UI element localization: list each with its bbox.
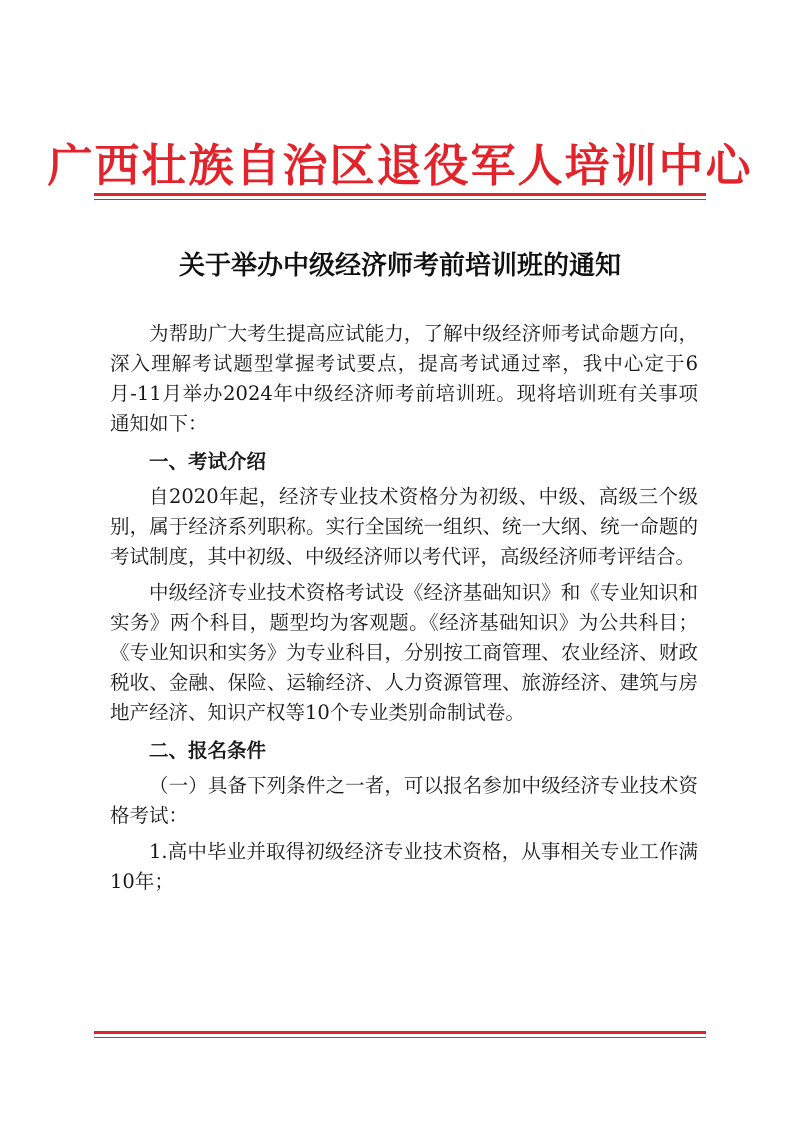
header-red-rule: [94, 193, 706, 200]
section1-paragraph-1: 自2020年起，经济专业技术资格分为初级、中级、高级三个级别，属于经济系列职称。实行全国统一组织、统一大纲、统一命题的考试制度，其中初级、中级经济师以考代评，高级经济师考评结合。: [110, 485, 698, 568]
document-title: 关于举办中级经济师考前培训班的通知: [178, 251, 621, 281]
footer-rule-thin-line: [94, 1037, 706, 1038]
header-rule-thick-line: [94, 193, 706, 196]
section2-item-1: 1.高中毕业并取得初级经济专业技术资格，从事相关专业工作满10年；: [110, 840, 698, 893]
header-rule-thin-line: [94, 199, 706, 200]
intro-paragraph: 为帮助广大考生提高应试能力，了解中级经济师考试命题方向，深入理解考试题型掌握考试要点，提高考试通过率，我中心定于6月-11月举办2024年中级经济师考前培训班。现将培训班有关事项通知如下：: [110, 322, 698, 435]
footer-rule-thick-line: [94, 1031, 706, 1034]
section1-heading: 一、考试介绍: [149, 450, 267, 473]
section2-heading: 二、报名条件: [149, 739, 267, 762]
section2-paragraph-1: （一）具备下列条件之一者，可以报名参加中级经济专业技术资格考试：: [110, 774, 698, 827]
document-body: [110, 319, 698, 897]
section1-paragraph-2: 中级经济专业技术资格考试设《经济基础知识》和《专业知识和实务》两个科目，题型均为客观题。《经济基础知识》为公共科目；《专业知识和实务》为专业科目，分别按工商管理、农业经济、财政税收、金融、保险、运输经济、人力资源管理、旅游经济、建筑与房地产经济、知识产权等10个专业类别命制试卷。: [110, 581, 698, 724]
footer-red-rule: [94, 1031, 706, 1038]
org-title: 广西壮族自治区退役军人培训中心: [47, 139, 753, 192]
